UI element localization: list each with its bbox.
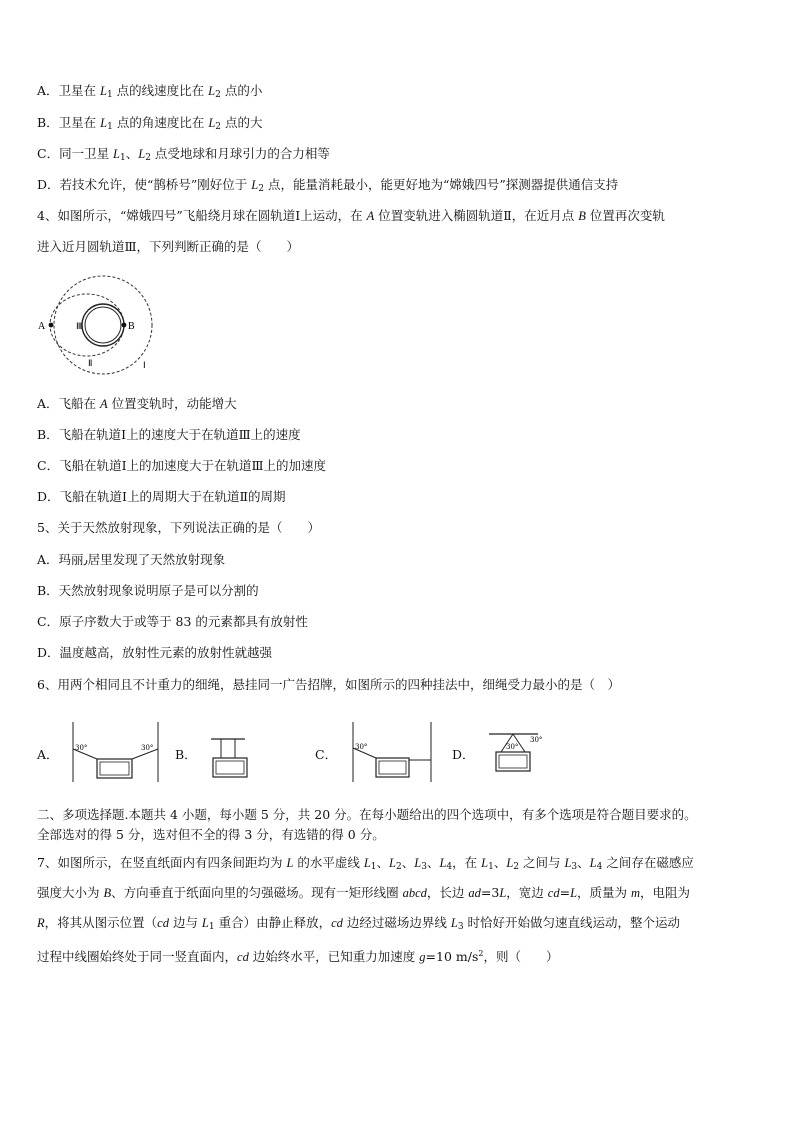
q3-option-c-text: 、 xyxy=(125,146,139,161)
q6-figure-c xyxy=(350,720,436,786)
q7-stem-line1 xyxy=(37,855,694,875)
q7-text: 、方向垂直于纸面向里的匀强磁场。现有一矩形线圈 xyxy=(111,885,403,900)
q4-stem-text: 位置再次变轨 xyxy=(585,208,665,223)
subscript: 2 xyxy=(513,862,520,872)
q4-stem-line2: 进入近月圆轨道Ⅲ，下列判断正确的是（ ） xyxy=(37,239,300,254)
section2-instructions-line2: 全部选对的得 5 分，选对但不全的得 3 分，有选错的得 0 分。 xyxy=(37,827,385,842)
symbol-l: L xyxy=(208,84,216,98)
symbol-cd: cd xyxy=(547,886,560,900)
q3-option-a-text: 点的小 xyxy=(220,83,263,98)
q7-text: 的水平虚线 xyxy=(293,855,364,870)
q6-stem: 6、用两个相同且不计重力的细绳，悬挂同一广告招牌，如图所示的四种挂法中，细绳受力最小的是（ ） xyxy=(37,677,620,692)
subscript: 2 xyxy=(215,90,221,100)
q7-text: ，电阻为 xyxy=(640,885,691,900)
subscript: 2 xyxy=(215,122,221,132)
label-a: A xyxy=(38,321,46,332)
q3-option-b-text: 点的大 xyxy=(221,115,263,130)
q6-label-c: C． xyxy=(315,747,338,762)
symbol-cd: cd xyxy=(237,950,249,964)
q7-text: ，质量为 xyxy=(577,885,632,900)
orbit-iii xyxy=(85,307,121,343)
symbol-l: L xyxy=(564,856,572,870)
q5-option-b: B．天然放射现象说明原子是可以分割的 xyxy=(37,583,259,598)
symbol-m: m xyxy=(631,886,641,900)
symbol-l: L xyxy=(201,916,209,930)
q5-stem: 5、关于天然放射现象，下列说法正确的是（ ） xyxy=(37,520,320,535)
symbol-abcd: abcd xyxy=(402,886,427,900)
angle-label: 30° xyxy=(506,743,519,751)
symbol-a: A xyxy=(366,209,375,223)
symbol-b: B xyxy=(578,209,586,223)
symbol-l: L xyxy=(450,916,458,930)
angle-label: 30° xyxy=(530,736,543,744)
q6-label-a: A． xyxy=(37,747,59,762)
symbol-l: L xyxy=(286,856,294,870)
symbol-l: L xyxy=(138,147,146,161)
subscript: 1 xyxy=(106,90,113,100)
q7-text: 边经过磁场边界线 xyxy=(342,915,451,930)
q6-figure-b xyxy=(205,736,255,782)
subscript: 3 xyxy=(457,922,464,932)
orbit-i xyxy=(54,276,152,374)
subscript: 2 xyxy=(145,153,151,163)
superscript: 2 xyxy=(478,949,484,958)
q3-option-c-text: C．同一卫星 xyxy=(37,146,114,161)
q5-option-c: C．原子序数大于或等于 83 的元素都具有放射性 xyxy=(37,614,308,629)
subscript: 2 xyxy=(258,184,264,194)
q7-text: 强度大小为 xyxy=(37,885,104,900)
moon xyxy=(82,304,124,346)
q5-option-a: A．玛丽٫居里发现了天然放射现象 xyxy=(37,552,226,567)
q6-label-d: D． xyxy=(452,747,475,762)
symbol-l: L xyxy=(506,856,514,870)
q6-label-b: B． xyxy=(175,747,197,762)
q4-option-b: B．飞船在轨道Ⅰ上的速度大于在轨道Ⅲ上的速度 xyxy=(37,427,301,442)
q7-text: =10 m/s xyxy=(425,949,479,964)
q7-text: ，长边 xyxy=(426,885,469,900)
q7-text: ，宽边 xyxy=(506,885,548,900)
q3-option-a-text: 点的线速度比在 xyxy=(112,83,209,98)
symbol-g: g xyxy=(419,950,426,964)
q4-option-a-text: 位置变轨时，动能增大 xyxy=(107,396,237,411)
q4-option-a xyxy=(37,396,237,412)
q7-text: 、 xyxy=(376,855,390,870)
q7-text: 之间与 xyxy=(519,855,565,870)
q7-text: 7、如图所示，在竖直纸面内有四条间距均为 xyxy=(37,855,287,870)
q3-option-b-text: B．卫星在 xyxy=(37,115,101,130)
subscript: 3 xyxy=(421,862,427,872)
q7-text: ，将其从图示位置（ xyxy=(44,915,158,930)
label-i: Ⅰ xyxy=(143,360,146,370)
point-a xyxy=(49,323,54,328)
symbol-ad: ad xyxy=(468,886,481,900)
symbol-a: A xyxy=(100,397,108,411)
q3-option-b-text: 点的角速度比在 xyxy=(112,115,209,130)
angle-label: 30° xyxy=(75,744,88,752)
q7-stem-line4 xyxy=(37,946,558,965)
q4-option-c: C．飞船在轨道Ⅰ上的加速度大于在轨道Ⅲ上的加速度 xyxy=(37,458,327,473)
symbol-l: L xyxy=(414,856,422,870)
q3-option-a-text: A．卫星在 xyxy=(37,83,101,98)
orbit-diagram xyxy=(36,272,166,376)
angle-label: 30° xyxy=(355,743,368,751)
symbol-l: L xyxy=(439,856,447,870)
q3-option-d-text: D．若技术允许，使“鹊桥号”刚好位于 xyxy=(37,177,252,192)
q4-option-a-text: A．飞船在 xyxy=(37,396,101,411)
q7-text: = xyxy=(559,885,571,900)
symbol-cd: cd xyxy=(331,916,343,930)
q3-option-a xyxy=(37,83,262,103)
subscript: 1 xyxy=(208,922,215,932)
q7-text: =3 xyxy=(480,885,500,900)
symbol-l: L xyxy=(570,886,578,900)
q3-option-c-text: 点受地球和月球引力的合力相等 xyxy=(150,146,330,161)
point-b xyxy=(122,323,127,328)
q7-text: 边与 xyxy=(168,915,202,930)
q7-text: 、 xyxy=(493,855,507,870)
symbol-l: L xyxy=(208,116,216,130)
q7-text: 边始终水平，已知重力加速度 xyxy=(248,949,420,964)
symbol-b: B xyxy=(103,886,112,900)
subscript: 1 xyxy=(488,862,494,872)
subscript: 1 xyxy=(107,122,113,132)
section2-instructions-line1: 二、多项选择题.本题共 4 小题，每小题 5 分，共 20 分。在每小题给出的四个选项中，有多个选项是符合题目要求的。 xyxy=(37,807,697,822)
subscript: 4 xyxy=(596,862,603,872)
q6-figure-a xyxy=(70,720,162,786)
symbol-l: L xyxy=(589,856,597,870)
label-ii: Ⅱ xyxy=(88,358,93,368)
symbol-l: L xyxy=(100,116,108,130)
q4-option-d: D．飞船在轨道Ⅰ上的周期大于在轨道Ⅱ的周期 xyxy=(37,489,286,504)
q3-option-c xyxy=(37,146,330,166)
label-b: B xyxy=(128,321,135,332)
angle-label: 30° xyxy=(141,744,154,752)
label-iii: Ⅲ xyxy=(76,321,83,331)
q7-text: 时恰好开始做匀速直线运动，整个运动 xyxy=(463,915,681,930)
subscript: 1 xyxy=(120,153,126,163)
sign-inner xyxy=(216,761,244,774)
q4-stem-text: 4、如图所示，“嫦娥四号”飞船绕月球在圆轨道Ⅰ上运动，在 xyxy=(37,208,367,223)
orbit-ii xyxy=(50,294,124,356)
symbol-cd: cd xyxy=(157,916,169,930)
q6-figure-d xyxy=(486,730,548,782)
q7-text: ，在 xyxy=(452,855,482,870)
symbol-l: L xyxy=(100,84,107,98)
symbol-r: R xyxy=(37,916,45,930)
subscript: 1 xyxy=(370,862,377,872)
q5-option-d: D．温度越高，放射性元素的放射性就越强 xyxy=(37,645,273,660)
q4-stem-text: 位置变轨进入椭圆轨道Ⅱ，在近月点 xyxy=(374,208,579,223)
q7-text: ，则（ ） xyxy=(483,949,559,964)
symbol-l: L xyxy=(389,856,396,870)
q4-stem-line1 xyxy=(37,208,665,224)
q3-option-d xyxy=(37,177,618,197)
sign-inner xyxy=(100,762,129,775)
subscript: 4 xyxy=(446,862,453,872)
sign-inner xyxy=(379,761,406,774)
q7-text: 、 xyxy=(401,855,415,870)
subscript: 2 xyxy=(396,862,402,872)
symbol-l: L xyxy=(499,886,507,900)
symbol-l: L xyxy=(363,856,371,870)
q3-option-b xyxy=(37,115,262,135)
q7-stem-line3 xyxy=(37,915,680,935)
q7-text: 过程中线圈始终处于同一竖直面内， xyxy=(37,949,238,964)
symbol-l: L xyxy=(251,178,259,192)
q3-option-d-text: 点，能量消耗最小，能更好地为“嫦娥四号”探测器提供通信支持 xyxy=(263,177,619,192)
q7-text: 、 xyxy=(577,855,590,870)
subscript: 3 xyxy=(571,862,578,872)
q7-stem-line2 xyxy=(37,885,690,901)
q7-text: 重合）由静止释放， xyxy=(214,915,332,930)
symbol-l: L xyxy=(113,147,120,161)
q7-text: 、 xyxy=(426,855,440,870)
symbol-l: L xyxy=(481,856,489,870)
q7-text: 之间存在磁感应 xyxy=(602,855,694,870)
sign-inner xyxy=(499,755,527,768)
